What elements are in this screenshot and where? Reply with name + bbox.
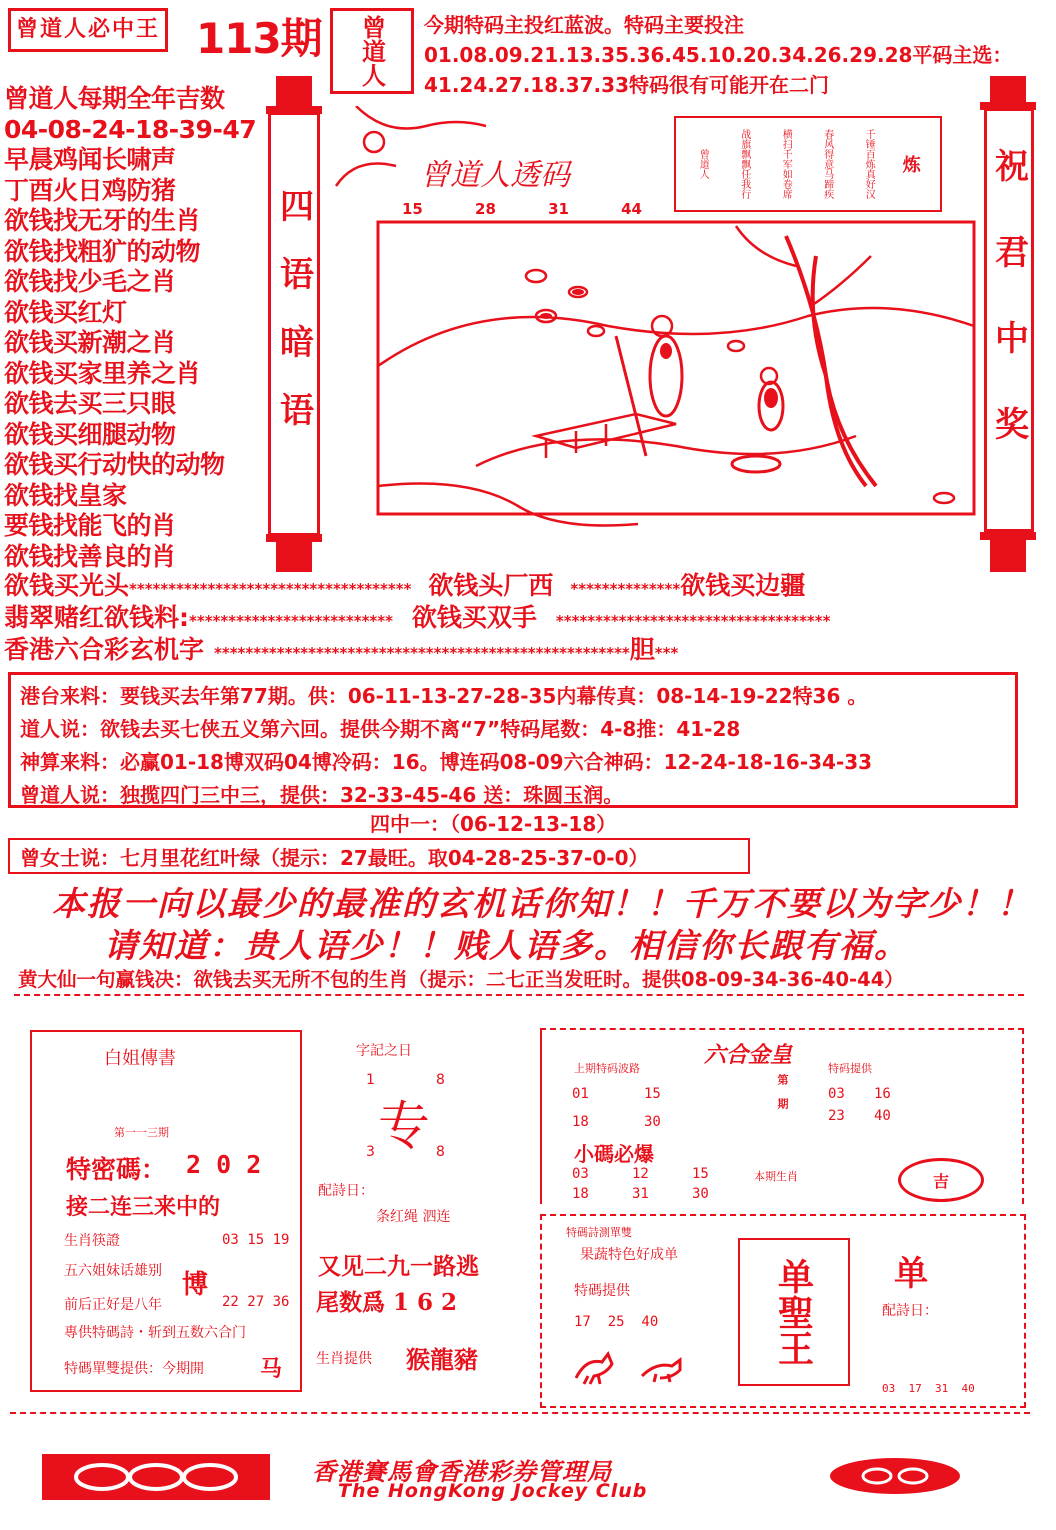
rb-side-label: 配詩日：	[882, 1303, 938, 1319]
line-connect: 接二连三来中的	[66, 1194, 221, 1220]
rb-text1: 果蔬特色好成单	[580, 1247, 678, 1263]
slogan-line: 请知道：贵人语少！！贱人语多。相信你长跟有福。	[104, 926, 909, 965]
left-line: 欲钱买行动快的动物	[4, 450, 225, 479]
poem-line: 春风得意马蹄疾	[821, 129, 833, 199]
row-label: 前后正好是八年	[64, 1297, 162, 1313]
tail-mid: 胆	[629, 635, 655, 664]
picture-frame	[316, 106, 980, 546]
scroll-left-text: 四语暗语	[273, 188, 314, 460]
scroll-right-cap-bottom	[980, 532, 1036, 540]
tip-line: 曾女士说：七月里花红叶绿（提示：27最旺。取04-28-25-37-0-0）	[20, 846, 649, 870]
picture-number: 31	[548, 200, 569, 218]
tail-left: 翡翠赌红欲钱料:	[4, 603, 189, 632]
left-line: 欲钱找皇家	[4, 480, 127, 510]
rt-badge-oval	[898, 1158, 984, 1202]
corner-num: 1	[366, 1072, 375, 1088]
left-line: 欲钱买新潮之肖	[4, 328, 176, 357]
seal	[330, 8, 414, 94]
rb-horse-icons	[572, 1348, 722, 1388]
rb-footer-nums: 03 17 31 40	[882, 1382, 975, 1395]
tail-right: 欲钱买边疆	[680, 571, 806, 600]
footer-logo-left	[42, 1454, 270, 1500]
rt-col3-label: 特码提供	[828, 1062, 872, 1075]
knot-icon	[833, 1461, 957, 1491]
tail-mid: 欲钱买双手	[411, 603, 537, 632]
picture-number: 44	[621, 200, 642, 218]
mid-big-char: 专	[378, 1097, 431, 1157]
left-line: 要钱找能飞的肖	[4, 511, 176, 540]
tip-line: 道人说：欲钱去买七侠五义第六回。提供今期不离“7”特码尾数：4-8推：41-28	[20, 717, 741, 741]
picture-sketch	[316, 106, 980, 546]
left-line: 欲钱找少毛之肖	[4, 267, 176, 296]
rt-col2-label: 第 期	[776, 1074, 789, 1109]
row-label: 特碼單雙提供：今期開	[64, 1361, 204, 1377]
footer-en: The HongKong Jockey Club	[338, 1480, 648, 1502]
rt-col3-num: 23	[828, 1108, 845, 1124]
seal-text: 曾道人	[357, 15, 387, 87]
left-line: 欲钱去买三只眼	[4, 389, 176, 418]
slogan-line: 本报一向以最少的最准的玄机话你知！！千万不要以为字少！！	[52, 884, 1032, 923]
rt-col3-num: 03	[828, 1086, 845, 1102]
rt-col1-num: 30	[644, 1114, 661, 1130]
rt-small-num: 18	[572, 1186, 589, 1202]
left-line: 欲钱买细腿动物	[4, 419, 176, 449]
rb-big-box	[738, 1238, 850, 1386]
panel-left	[30, 1030, 302, 1392]
footer-logo-right	[830, 1458, 960, 1494]
rt-small-label: 小碼必爆	[574, 1142, 654, 1166]
rt-right-label: 本期生肖	[754, 1170, 798, 1183]
rt-small-num: 31	[632, 1186, 649, 1202]
rb-nums2: 17 25 40	[574, 1314, 659, 1330]
tail-stars: ************************************	[129, 580, 412, 598]
panel-right-bottom	[540, 1214, 1026, 1408]
left-line: 欲钱找善良的肖	[4, 541, 176, 571]
tip-line: 神算来料：必赢01-18博双码04博冷码：16。博连码08-09六合神码：12-24-18-16-34-33	[20, 750, 873, 774]
mid-label: 配詩日：	[318, 1183, 374, 1199]
tail-left: 香港六合彩玄机字	[4, 635, 205, 664]
poem-line: 曾道人	[697, 149, 709, 179]
issue-number: 113期	[196, 14, 322, 63]
tail-stars: **************	[570, 580, 681, 598]
tips-list	[20, 680, 872, 812]
rb-label2: 特碼提供	[574, 1283, 630, 1299]
header-intro: 今期特码主投红蓝波。特码主要投注01.08.09.21.13.35.36.45.10.20.34.26.29.28平码主选：41.24.27.18.37.33特码很有可能开在二门	[424, 13, 1013, 97]
left-line: 欲钱找粗犷的动物	[4, 236, 201, 266]
panel-mid	[306, 1030, 518, 1392]
picture-number: 28	[475, 200, 496, 218]
rt-col1-label: 上期特码波路	[574, 1062, 640, 1075]
logo	[8, 8, 168, 52]
rb-label1: 特碼詩測單雙	[566, 1226, 632, 1239]
left-line: 欲钱买红灯	[4, 297, 127, 327]
horse-char: 马	[260, 1356, 283, 1382]
rt-small-num: 03	[572, 1166, 589, 1182]
picture-number: 15	[402, 200, 423, 218]
panel-left-sub: 第一一三期	[114, 1126, 169, 1139]
logo-text: 曾道人必中王	[15, 17, 160, 42]
tip-line: 四中一：（06-12-13-18）	[370, 812, 617, 836]
scroll-right	[984, 108, 1034, 532]
picture-title: 曾道人透码	[420, 158, 570, 193]
corner-num: 3	[366, 1144, 375, 1160]
left-line: 丁酉火日鸡防猪	[4, 175, 176, 205]
rt-col3-num: 16	[874, 1086, 891, 1102]
scroll-left-rod-top	[276, 76, 312, 110]
scroll-left	[268, 112, 320, 536]
rt-small-num: 30	[692, 1186, 709, 1202]
rt-col1-num: 15	[644, 1086, 661, 1102]
left-line: 早晨鸡闻长啸声	[4, 145, 176, 174]
tip-line: 曾道人说：独揽四门三中三，提供：32-33-45-46 送：珠圆玉润。	[20, 783, 624, 807]
left-line: 曾道人每期全年吉数	[4, 84, 225, 113]
corner-num: 8	[436, 1072, 445, 1088]
scroll-right-rod-bottom	[990, 540, 1026, 572]
left-column	[4, 84, 256, 572]
rt-col1-num: 01	[572, 1086, 589, 1102]
tip-line: 港台来料：要钱买去年第77期。供：06-11-13-27-28-35内幕传真：08-14-19-22特36 。	[20, 684, 868, 708]
tail-left: 欲钱买光头	[4, 571, 130, 600]
mid-line1: 又见二九一路逃	[318, 1254, 479, 1280]
grid-nums: 22 27 36	[222, 1294, 290, 1310]
rt-title: 六合金皇	[704, 1042, 793, 1068]
tail-line	[4, 630, 678, 666]
footer-cn: 香港賽馬會香港彩券管理局	[312, 1457, 612, 1486]
rt-badge: 吉	[932, 1171, 949, 1191]
row-label: 專供特碼詩・斩到五数六合门	[64, 1325, 246, 1341]
mid-title: 字記之日	[356, 1043, 412, 1059]
tail-line	[4, 598, 830, 634]
scroll-right-text: 祝君中奖	[988, 148, 1029, 492]
tail-stars: **************************	[189, 612, 393, 630]
poem-line: 战旗飘飘任我行	[738, 129, 750, 199]
left-line: 欲钱找无牙的生肖	[4, 206, 201, 235]
mid-animals-label: 生肖提供	[316, 1351, 372, 1367]
special-value: 2 0 2	[186, 1150, 262, 1179]
corner-num: 8	[436, 1144, 445, 1160]
row-label: 五六姐妹话雄别	[64, 1263, 162, 1279]
rt-col3-num: 40	[874, 1108, 891, 1124]
rb-big: 单聖王	[772, 1258, 815, 1366]
left-line: 04-08-24-18-39-47	[4, 114, 257, 144]
rt-small-num: 12	[632, 1166, 649, 1182]
left-line: 欲钱买家里养之肖	[4, 358, 201, 388]
panel-right-top	[540, 1028, 1024, 1204]
poem-line: 千锤百炼真好汉	[863, 129, 875, 199]
rt-small-num: 15	[692, 1166, 709, 1182]
bottom-dashed-divider	[10, 1412, 1030, 1414]
poem-line: 横扫千军如卷席	[780, 129, 792, 199]
tail-stars: ***********************************	[555, 612, 831, 630]
poem-badge: 炼	[902, 155, 921, 176]
rt-col1-num: 18	[572, 1114, 589, 1130]
tail-stars: ***	[654, 644, 679, 662]
grid-nums: 03 15 19	[222, 1232, 290, 1248]
huang-underline	[14, 994, 1024, 997]
row-label: 生肖筷證	[64, 1233, 120, 1249]
knot-icon	[42, 1454, 270, 1500]
tail-line	[4, 566, 805, 602]
mid-phrase: 条红绳 泗连	[376, 1209, 451, 1225]
huang-line: 黄大仙一句赢钱决：欲钱去买无所不包的生肖（提示：二七正当发旺时。提供08-09-34-36-40-44）	[18, 968, 904, 991]
mid-animals: 猴龍豬	[406, 1345, 478, 1374]
tail-stars: *****************************************************	[214, 644, 630, 662]
rb-side-big: 单	[894, 1254, 928, 1294]
mid-line2: 尾数爲 1 6 2	[316, 1289, 458, 1316]
tail-mid: 欲钱头厂西	[428, 571, 554, 600]
special-label: 特密碼：	[66, 1155, 167, 1184]
bo-char: 博	[182, 1270, 209, 1300]
panel-left-header: 白姐傳書	[104, 1048, 176, 1069]
